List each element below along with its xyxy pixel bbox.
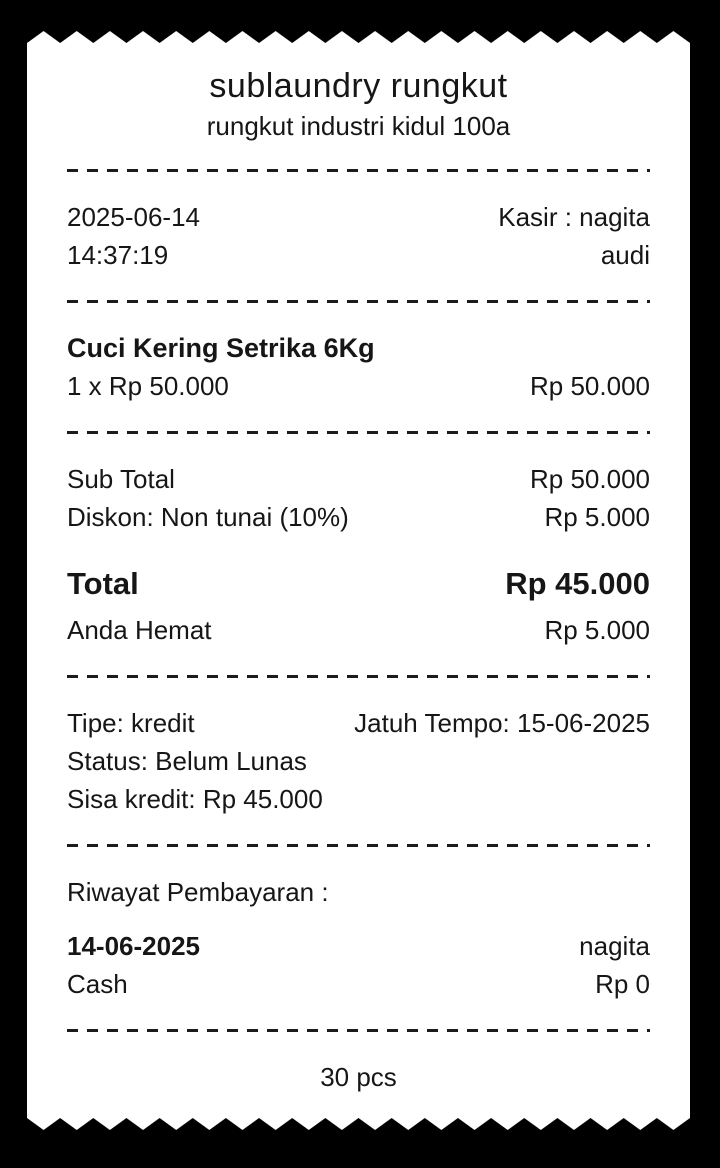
item-block (67, 329, 650, 405)
total-label: Total (67, 566, 139, 601)
dashed-divider (67, 431, 650, 434)
meta-row-2 (67, 236, 650, 274)
payment-method-row (67, 965, 650, 1003)
dashed-divider (67, 675, 650, 678)
item-qty-price: 1 x Rp 50.000 (67, 371, 229, 401)
dashed-divider (67, 1029, 650, 1032)
discount-row (67, 498, 650, 536)
zigzag-bottom-edge (27, 1118, 690, 1130)
payment-entry-row (67, 927, 650, 965)
cashier-label: Kasir : nagita (498, 202, 650, 232)
cashier-secondary: audi (600, 240, 650, 270)
savings-value: Rp 5.000 (544, 615, 650, 645)
transaction-date: 2025-06-14 (67, 202, 200, 232)
subtotal-value: Rp 50.000 (530, 464, 650, 494)
item-name: Cuci Kering Setrika 6Kg (67, 333, 375, 363)
credit-type: Tipe: kredit (67, 708, 195, 738)
credit-remaining: Sisa kredit: Rp 45.000 (67, 784, 323, 814)
payment-method: Cash (67, 969, 128, 999)
credit-due-date: Jatuh Tempo: 15-06-2025 (354, 708, 650, 738)
total-row (67, 562, 650, 606)
receipt (27, 31, 690, 1130)
dashed-divider (67, 169, 650, 172)
payment-entry-operator: nagita (579, 931, 650, 961)
discount-label: Diskon: Non tunai (10%) (67, 502, 349, 532)
savings-label: Anda Hemat (67, 615, 212, 645)
subtotal-label: Sub Total (67, 464, 175, 494)
zigzag-top-edge (27, 31, 690, 43)
total-pieces: 30 pcs (320, 1062, 397, 1092)
item-amount: Rp 50.000 (530, 371, 650, 401)
dashed-divider (67, 844, 650, 847)
totals-block (67, 460, 650, 649)
dashed-divider (67, 300, 650, 303)
payment-entry-date: 14-06-2025 (67, 931, 200, 961)
credit-status: Status: Belum Lunas (67, 746, 307, 776)
subtotal-row (67, 460, 650, 498)
total-value: Rp 45.000 (505, 566, 650, 601)
receipt-paper (27, 43, 690, 1118)
store-address: rungkut industri kidul 100a (206, 111, 511, 141)
credit-block (67, 704, 650, 818)
payment-history-block (67, 873, 650, 1003)
transaction-time: 14:37:19 (67, 240, 169, 270)
discount-value: Rp 5.000 (544, 502, 650, 532)
payment-history-title: Riwayat Pembayaran : (67, 877, 329, 907)
credit-type-row (67, 704, 650, 742)
store-name: sublaundry rungkut (209, 67, 508, 105)
savings-row (67, 611, 650, 649)
item-price-row (67, 367, 650, 405)
payment-amount: Rp 0 (595, 969, 650, 999)
meta-row-1 (67, 198, 650, 236)
